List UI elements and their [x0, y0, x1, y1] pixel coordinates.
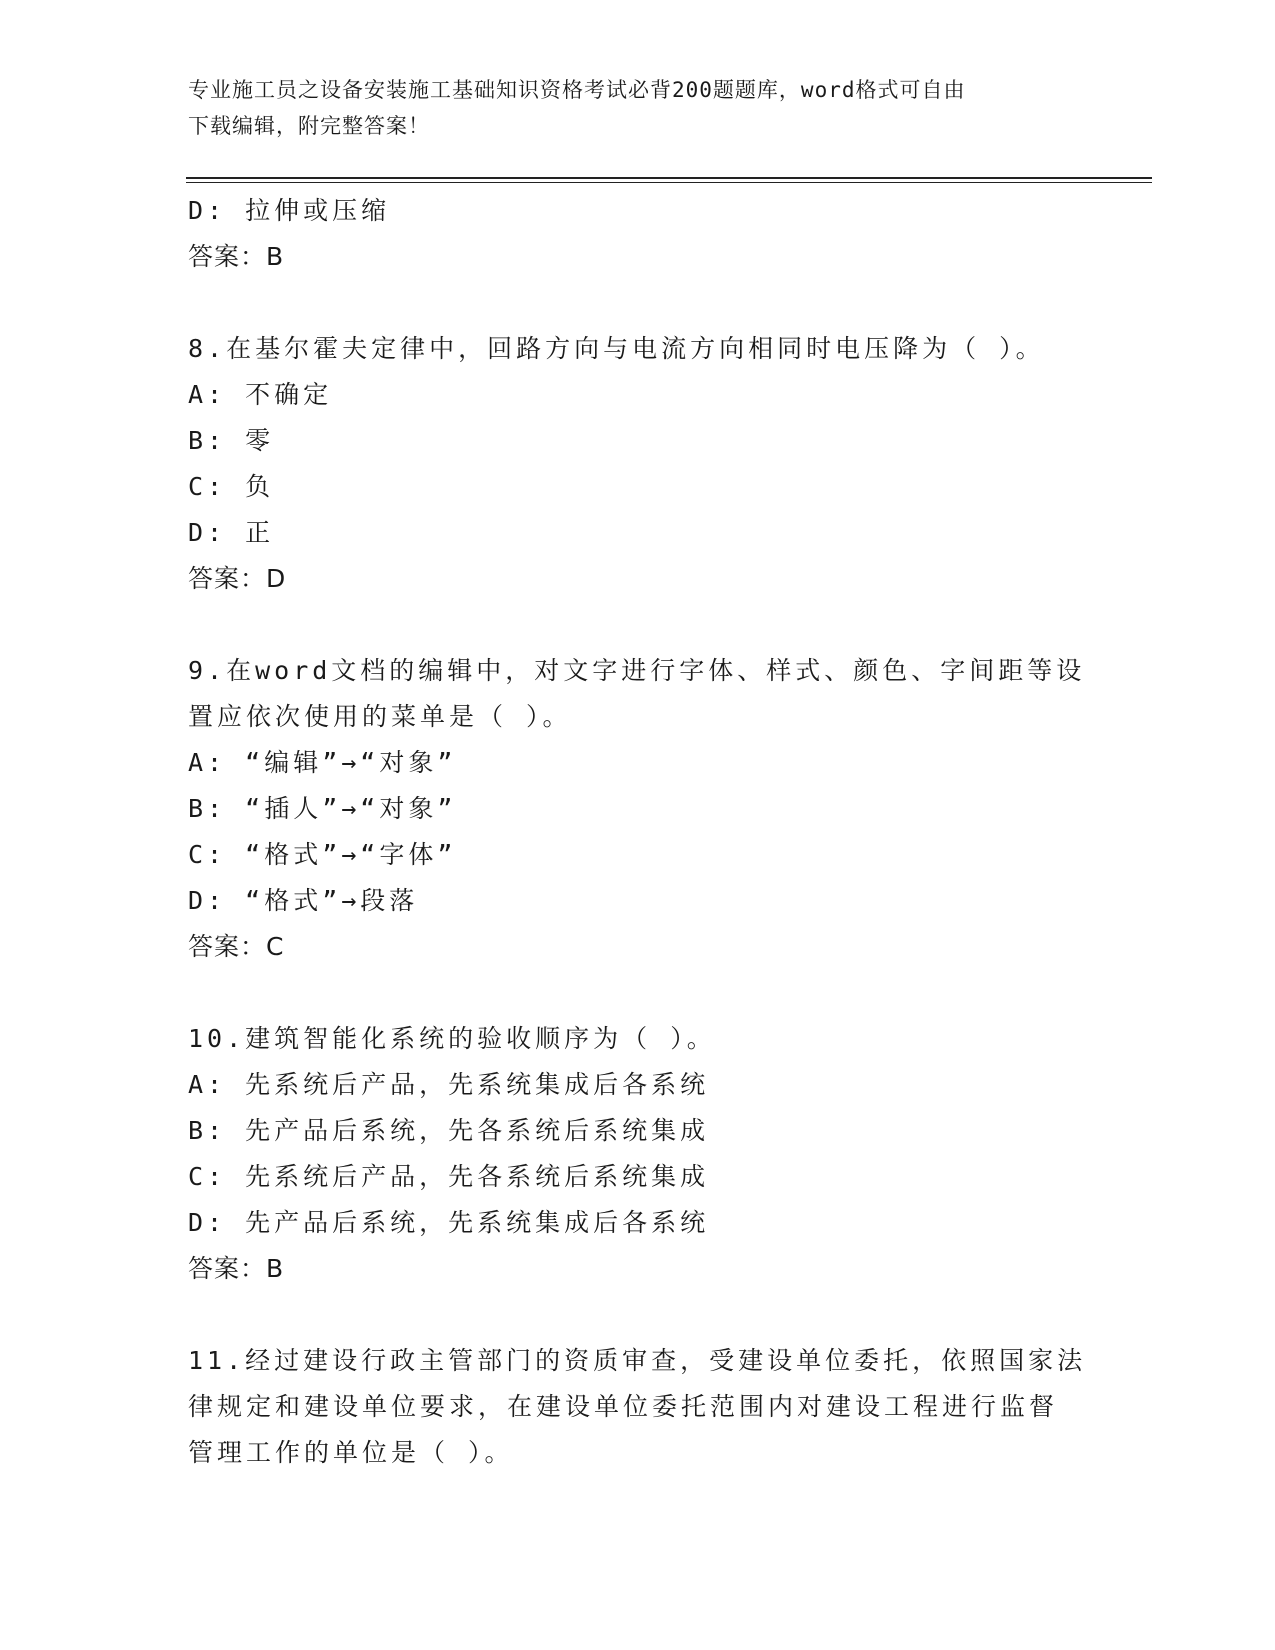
header-line-2: 下载编辑，附完整答案！ [188, 114, 430, 138]
question-9-stem-line-2: 置应依次使用的菜单是（ ）。 [188, 702, 572, 731]
question-8-stem: 8.在基尔霍夫定律中，回路方向与电流方向相同时电压降为（ ）。 [188, 334, 1045, 363]
header-divider-thin [186, 182, 1152, 183]
question-10-stem: 10.建筑智能化系统的验收顺序为（ ）。 [188, 1024, 716, 1053]
question-9-stem-line-1: 9.在word文档的编辑中，对文字进行字体、样式、颜色、字间距等设 [188, 656, 1086, 685]
header-divider-thick [186, 177, 1152, 179]
spacer [188, 602, 1088, 648]
question-10-answer: 答案：B [188, 1254, 285, 1283]
question-10-option-a: A: 先系统后产品，先系统集成后各系统 [188, 1070, 710, 1099]
question-8-option-b: B: 零 [188, 426, 275, 455]
spacer [188, 280, 1088, 326]
document-header [188, 72, 1068, 144]
question-8-option-a: A: 不确定 [188, 380, 333, 409]
question-11-stem-line-1: 11.经过建设行政主管部门的资质审查，受建设单位委托，依照国家法 [188, 1346, 1087, 1375]
question-10-option-b: B: 先产品后系统，先各系统后系统集成 [188, 1116, 710, 1145]
question-11-stem-line-3: 管理工作的单位是（ ）。 [188, 1438, 514, 1467]
question-9-option-a: A: “编辑”→“对象” [188, 748, 457, 777]
question-9-option-b: B: “插人”→“对象” [188, 794, 457, 823]
question-9-option-d: D: “格式”→段落 [188, 886, 419, 915]
header-line-1: 专业施工员之设备安装施工基础知识资格考试必背200题题库，word格式可自由 [188, 78, 966, 102]
question-8-option-d: D: 正 [188, 518, 275, 547]
question-list [188, 188, 1088, 1476]
question-9-answer: 答案：C [188, 932, 285, 961]
question-9-option-c: C: “格式”→“字体” [188, 840, 457, 869]
prev-answer: 答案：B [188, 242, 285, 271]
question-11-stem-line-2: 律规定和建设单位要求，在建设单位委托范围内对建设工程进行监督 [188, 1392, 1059, 1421]
question-10-option-d: D: 先产品后系统，先系统集成后各系统 [188, 1208, 710, 1237]
spacer [188, 1292, 1088, 1338]
question-8-answer: 答案：D [188, 564, 287, 593]
question-8-option-c: C: 负 [188, 472, 275, 501]
spacer [188, 970, 1088, 1016]
question-10-option-c: C: 先系统后产品，先各系统后系统集成 [188, 1162, 710, 1191]
prev-option-d: D: 拉伸或压缩 [188, 196, 391, 225]
